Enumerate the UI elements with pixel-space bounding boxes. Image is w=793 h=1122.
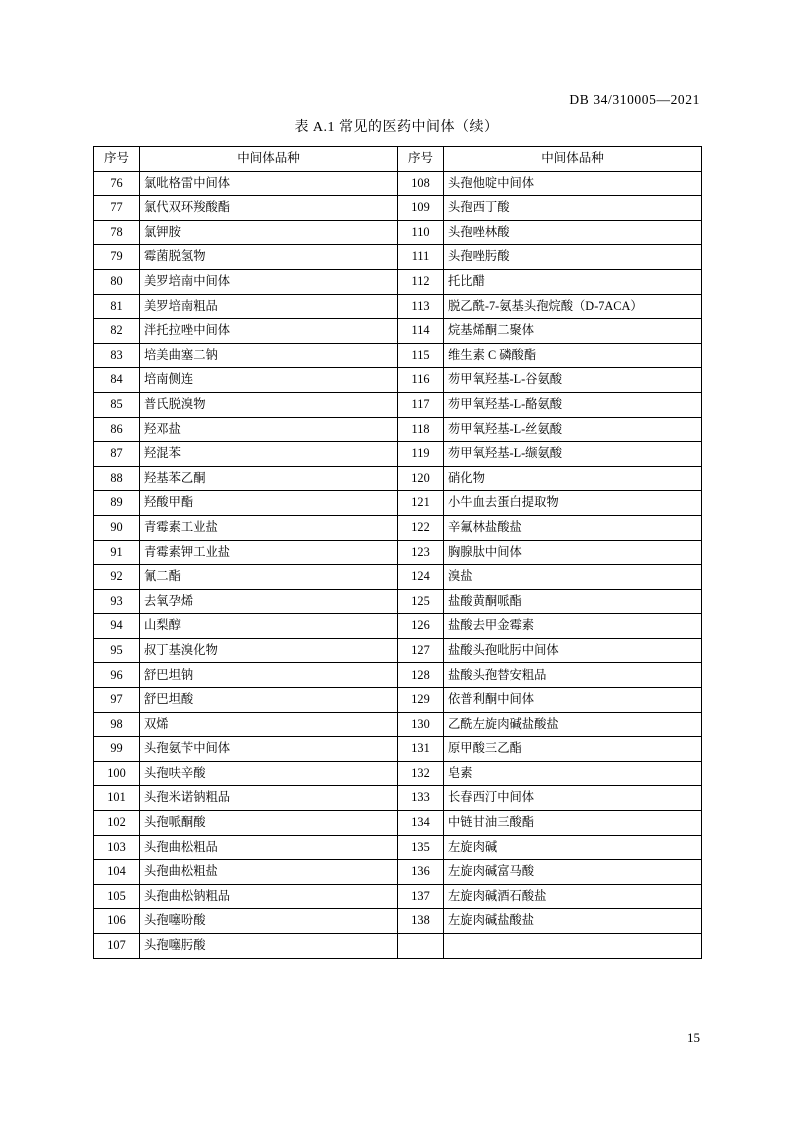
table-row bbox=[94, 638, 702, 663]
table-caption: 表 A.1 常见的医药中间体（续） bbox=[294, 120, 499, 135]
cell-num-right: 110 bbox=[398, 220, 444, 245]
cell-name-left: 头孢曲松粗盐 bbox=[140, 860, 398, 885]
table-row bbox=[94, 442, 702, 467]
cell-num-right: 133 bbox=[398, 786, 444, 811]
cell-name-left: 山梨醇 bbox=[140, 614, 398, 639]
table-row bbox=[94, 737, 702, 762]
cell-name-left: 美罗培南粗品 bbox=[140, 294, 398, 319]
cell-name-left: 头孢氨苄中间体 bbox=[140, 737, 398, 762]
cell-num-right: 119 bbox=[398, 442, 444, 467]
cell-num-left: 103 bbox=[94, 835, 140, 860]
cell-num-left: 84 bbox=[94, 368, 140, 393]
cell-name-left: 氰二酯 bbox=[140, 565, 398, 590]
cell-name-right: 脱乙酰-7-氨基头孢烷酸（D-7ACA） bbox=[444, 294, 702, 319]
cell-num-left: 99 bbox=[94, 737, 140, 762]
cell-num-left: 83 bbox=[94, 343, 140, 368]
cell-name-left: 头孢曲松钠粗品 bbox=[140, 884, 398, 909]
cell-num-left: 100 bbox=[94, 761, 140, 786]
table-row bbox=[94, 712, 702, 737]
cell-num-left: 79 bbox=[94, 245, 140, 270]
cell-name-right: 芴甲氧羟基-L-谷氨酸 bbox=[444, 368, 702, 393]
cell-name-left: 羟邓盐 bbox=[140, 417, 398, 442]
table-row bbox=[94, 392, 702, 417]
cell-num-left: 88 bbox=[94, 466, 140, 491]
cell-name-right: 胸腺肽中间体 bbox=[444, 540, 702, 565]
cell-num-right: 111 bbox=[398, 245, 444, 270]
table-row bbox=[94, 319, 702, 344]
cell-num-left: 78 bbox=[94, 220, 140, 245]
cell-name-left: 羟酸甲酯 bbox=[140, 491, 398, 516]
cell-num-right: 126 bbox=[398, 614, 444, 639]
cell-num-left: 98 bbox=[94, 712, 140, 737]
cell-num-right: 134 bbox=[398, 811, 444, 836]
table-row bbox=[94, 835, 702, 860]
table-row bbox=[94, 196, 702, 221]
cell-name-right: 依普利酮中间体 bbox=[444, 688, 702, 713]
cell-name-right: 皂素 bbox=[444, 761, 702, 786]
table-row bbox=[94, 269, 702, 294]
cell-name-right: 芴甲氧羟基-L-丝氨酸 bbox=[444, 417, 702, 442]
cell-num-left: 105 bbox=[94, 884, 140, 909]
cell-num-right: 131 bbox=[398, 737, 444, 762]
standard-code-header: DB 34/310005—2021 bbox=[569, 92, 700, 107]
table-row bbox=[94, 909, 702, 934]
cell-num-left: 97 bbox=[94, 688, 140, 713]
cell-name-left: 头孢米诺钠粗品 bbox=[140, 786, 398, 811]
cell-name-right: 头孢西丁酸 bbox=[444, 196, 702, 221]
column-header-num-left: 序号 bbox=[94, 147, 140, 172]
cell-num-left: 76 bbox=[94, 171, 140, 196]
cell-num-right: 112 bbox=[398, 269, 444, 294]
table-row bbox=[94, 294, 702, 319]
cell-num-right: 116 bbox=[398, 368, 444, 393]
cell-num-left: 91 bbox=[94, 540, 140, 565]
cell-num-right bbox=[398, 934, 444, 959]
cell-num-right: 113 bbox=[398, 294, 444, 319]
table-row bbox=[94, 589, 702, 614]
cell-name-left: 头孢噻吩酸 bbox=[140, 909, 398, 934]
cell-name-left: 培南侧连 bbox=[140, 368, 398, 393]
table-row bbox=[94, 343, 702, 368]
table-row bbox=[94, 368, 702, 393]
table-row bbox=[94, 614, 702, 639]
cell-name-left: 头孢呋辛酸 bbox=[140, 761, 398, 786]
cell-name-right: 硝化物 bbox=[444, 466, 702, 491]
cell-name-left: 青霉素工业盐 bbox=[140, 515, 398, 540]
cell-name-right: 头孢唑肟酸 bbox=[444, 245, 702, 270]
cell-num-right: 117 bbox=[398, 392, 444, 417]
cell-num-left: 95 bbox=[94, 638, 140, 663]
cell-name-right: 盐酸去甲金霉素 bbox=[444, 614, 702, 639]
table-row bbox=[94, 417, 702, 442]
cell-name-right: 维生素 C 磷酸酯 bbox=[444, 343, 702, 368]
table-row bbox=[94, 663, 702, 688]
table-row bbox=[94, 934, 702, 959]
table-row bbox=[94, 220, 702, 245]
cell-name-right: 原甲酸三乙酯 bbox=[444, 737, 702, 762]
cell-name-left: 羟基苯乙酮 bbox=[140, 466, 398, 491]
cell-num-left: 86 bbox=[94, 417, 140, 442]
cell-num-right: 120 bbox=[398, 466, 444, 491]
cell-num-left: 85 bbox=[94, 392, 140, 417]
column-header-name-right: 中间体品种 bbox=[444, 147, 702, 172]
cell-name-left: 头孢曲松粗品 bbox=[140, 835, 398, 860]
cell-num-right: 132 bbox=[398, 761, 444, 786]
intermediates-table bbox=[93, 146, 702, 959]
column-header-num-right: 序号 bbox=[398, 147, 444, 172]
cell-num-right: 125 bbox=[398, 589, 444, 614]
cell-name-left: 美罗培南中间体 bbox=[140, 269, 398, 294]
cell-name-right: 盐酸头孢替安粗品 bbox=[444, 663, 702, 688]
cell-num-right: 109 bbox=[398, 196, 444, 221]
cell-num-left: 82 bbox=[94, 319, 140, 344]
cell-name-left: 青霉素钾工业盐 bbox=[140, 540, 398, 565]
table-row bbox=[94, 860, 702, 885]
cell-num-left: 96 bbox=[94, 663, 140, 688]
table-row bbox=[94, 540, 702, 565]
cell-name-right: 左旋肉碱富马酸 bbox=[444, 860, 702, 885]
cell-name-left: 舒巴坦钠 bbox=[140, 663, 398, 688]
cell-num-left: 87 bbox=[94, 442, 140, 467]
cell-num-left: 90 bbox=[94, 515, 140, 540]
table-row bbox=[94, 491, 702, 516]
cell-name-left: 普氏脱溴物 bbox=[140, 392, 398, 417]
cell-num-left: 104 bbox=[94, 860, 140, 885]
cell-num-right: 135 bbox=[398, 835, 444, 860]
cell-name-right: 左旋肉碱盐酸盐 bbox=[444, 909, 702, 934]
cell-name-left: 霉菌脱氢物 bbox=[140, 245, 398, 270]
cell-name-right: 烷基烯酮二聚体 bbox=[444, 319, 702, 344]
cell-num-right: 127 bbox=[398, 638, 444, 663]
cell-num-right: 137 bbox=[398, 884, 444, 909]
table-row bbox=[94, 761, 702, 786]
table-header-row bbox=[94, 147, 702, 172]
cell-name-right: 头孢他啶中间体 bbox=[444, 171, 702, 196]
cell-name-right: 托比醋 bbox=[444, 269, 702, 294]
cell-name-left: 头孢噻肟酸 bbox=[140, 934, 398, 959]
cell-name-left: 培美曲塞二钠 bbox=[140, 343, 398, 368]
cell-num-right: 130 bbox=[398, 712, 444, 737]
cell-num-right: 122 bbox=[398, 515, 444, 540]
column-header-name-left: 中间体品种 bbox=[140, 147, 398, 172]
cell-name-right: 小牛血去蛋白提取物 bbox=[444, 491, 702, 516]
table-row bbox=[94, 515, 702, 540]
cell-name-left: 叔丁基溴化物 bbox=[140, 638, 398, 663]
table-row bbox=[94, 811, 702, 836]
cell-num-right: 138 bbox=[398, 909, 444, 934]
table-row bbox=[94, 171, 702, 196]
cell-name-left: 氯吡格雷中间体 bbox=[140, 171, 398, 196]
cell-name-right: 芴甲氧羟基-L-缬氨酸 bbox=[444, 442, 702, 467]
cell-name-left: 泮托拉唑中间体 bbox=[140, 319, 398, 344]
cell-num-right: 115 bbox=[398, 343, 444, 368]
cell-num-left: 92 bbox=[94, 565, 140, 590]
cell-name-left: 氯钾胺 bbox=[140, 220, 398, 245]
cell-num-right: 121 bbox=[398, 491, 444, 516]
cell-name-left: 氯代双环羧酸酯 bbox=[140, 196, 398, 221]
cell-num-left: 107 bbox=[94, 934, 140, 959]
cell-name-right: 左旋肉碱酒石酸盐 bbox=[444, 884, 702, 909]
cell-name-right: 辛氟林盐酸盐 bbox=[444, 515, 702, 540]
cell-num-right: 128 bbox=[398, 663, 444, 688]
cell-num-right: 129 bbox=[398, 688, 444, 713]
cell-name-right: 左旋肉碱 bbox=[444, 835, 702, 860]
cell-num-left: 77 bbox=[94, 196, 140, 221]
cell-num-right: 136 bbox=[398, 860, 444, 885]
cell-name-right: 盐酸黄酮哌酯 bbox=[444, 589, 702, 614]
cell-num-left: 93 bbox=[94, 589, 140, 614]
table-row bbox=[94, 245, 702, 270]
cell-name-left: 去氧孕烯 bbox=[140, 589, 398, 614]
page-number: 15 bbox=[687, 1030, 700, 1045]
cell-num-left: 80 bbox=[94, 269, 140, 294]
cell-name-left: 双烯 bbox=[140, 712, 398, 737]
cell-name-right: 盐酸头孢吡肟中间体 bbox=[444, 638, 702, 663]
cell-num-right: 118 bbox=[398, 417, 444, 442]
table-row bbox=[94, 786, 702, 811]
table-row bbox=[94, 565, 702, 590]
cell-num-right: 108 bbox=[398, 171, 444, 196]
cell-name-left: 头孢哌酮酸 bbox=[140, 811, 398, 836]
cell-num-left: 101 bbox=[94, 786, 140, 811]
cell-name-right: 芴甲氧羟基-L-酪氨酸 bbox=[444, 392, 702, 417]
cell-num-left: 94 bbox=[94, 614, 140, 639]
cell-num-left: 81 bbox=[94, 294, 140, 319]
cell-name-right: 溴盐 bbox=[444, 565, 702, 590]
table-row bbox=[94, 688, 702, 713]
cell-name-right: 头孢唑林酸 bbox=[444, 220, 702, 245]
cell-name-right bbox=[444, 934, 702, 959]
cell-name-left: 舒巴坦酸 bbox=[140, 688, 398, 713]
table-body bbox=[94, 171, 702, 958]
cell-num-right: 114 bbox=[398, 319, 444, 344]
cell-name-left: 羟混苯 bbox=[140, 442, 398, 467]
table-row bbox=[94, 884, 702, 909]
table-row bbox=[94, 466, 702, 491]
cell-num-right: 124 bbox=[398, 565, 444, 590]
cell-name-right: 长春西汀中间体 bbox=[444, 786, 702, 811]
cell-name-right: 乙酰左旋肉碱盐酸盐 bbox=[444, 712, 702, 737]
cell-num-left: 89 bbox=[94, 491, 140, 516]
cell-num-right: 123 bbox=[398, 540, 444, 565]
cell-num-left: 102 bbox=[94, 811, 140, 836]
cell-num-left: 106 bbox=[94, 909, 140, 934]
cell-name-right: 中链甘油三酸酯 bbox=[444, 811, 702, 836]
